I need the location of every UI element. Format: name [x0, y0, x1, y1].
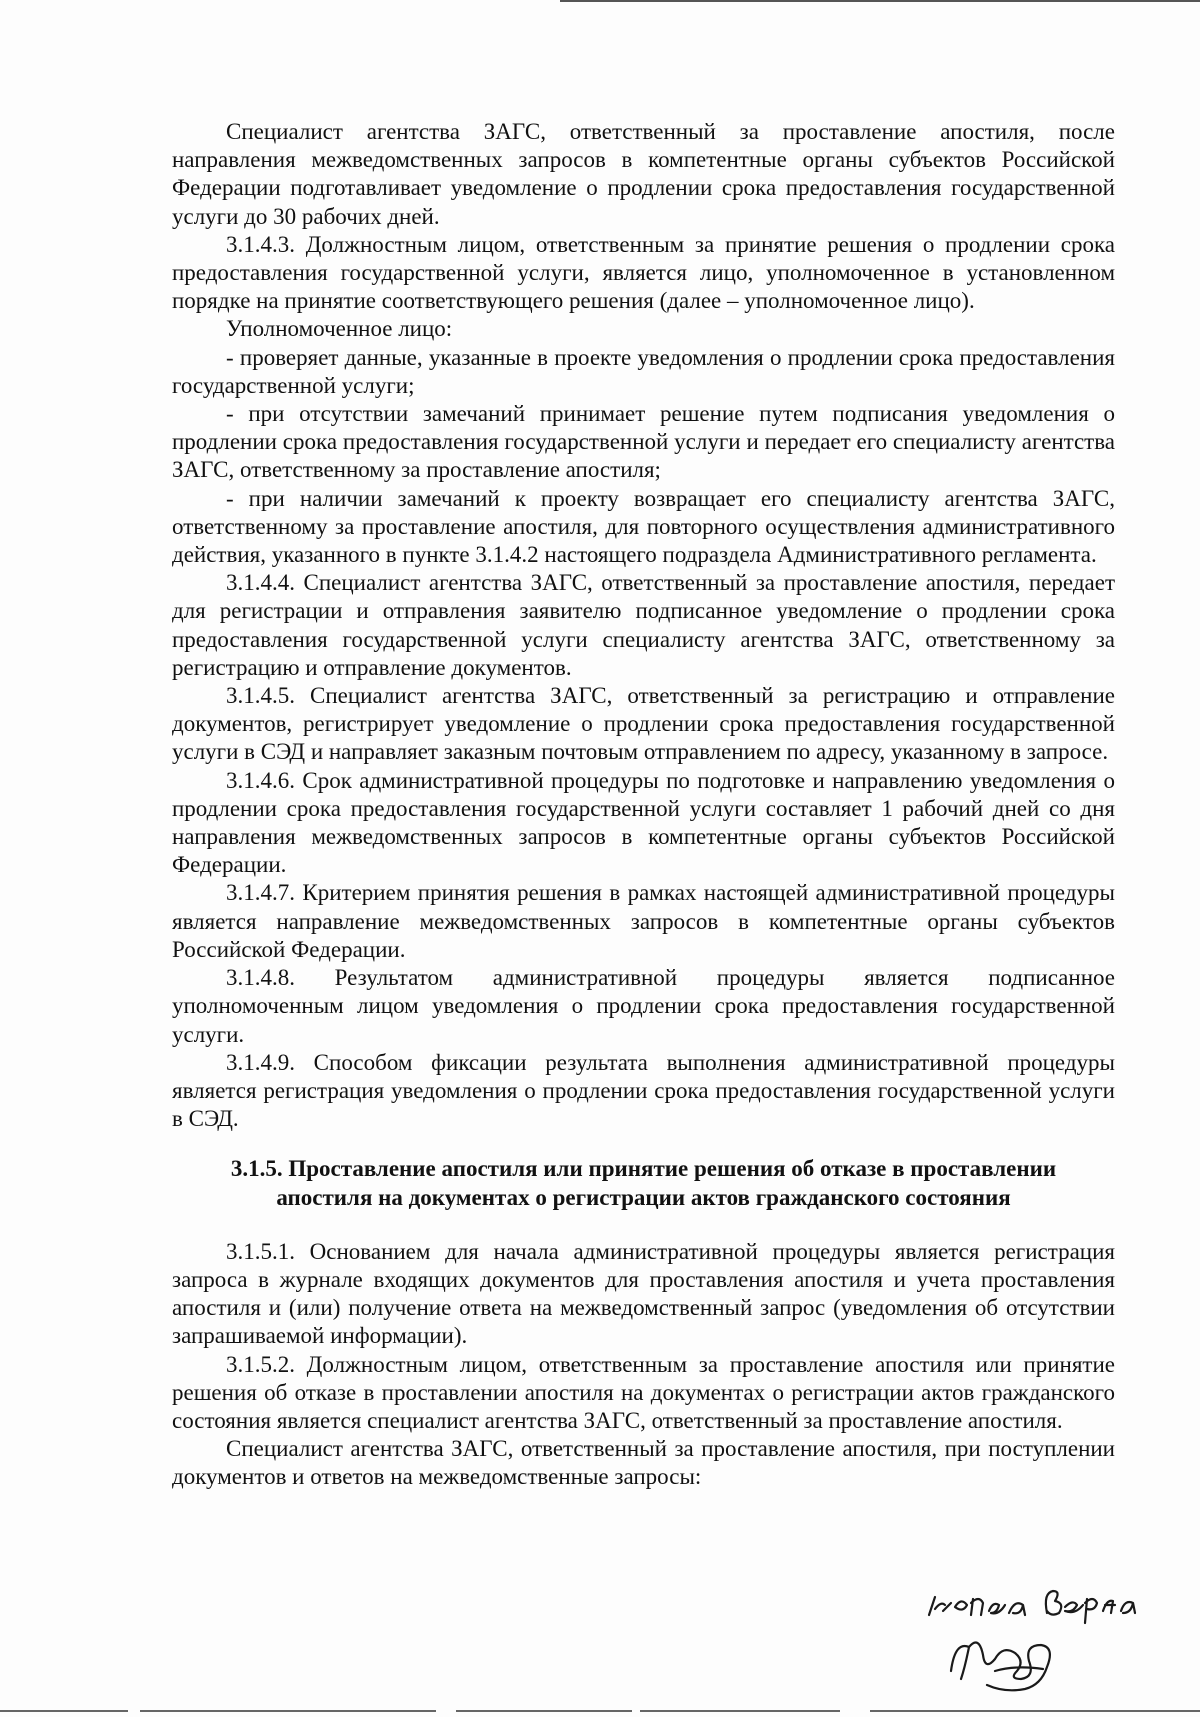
- paragraph: 3.1.4.9. Способом фиксации результата выполнения административной процедуры является регистрация уведомления о продлении срока предоставления государственной услуги в СЭД.: [172, 1049, 1115, 1132]
- top-border-line: [560, 0, 1200, 2]
- section-heading-line-2: апостиля на документах о регистрации актов гражданского состояния: [276, 1184, 1011, 1210]
- bottom-border-line: [640, 1710, 840, 1712]
- paragraph: Специалист агентства ЗАГС, ответственный за проставление апостиля, при поступлении документов и ответов на межведомственные запросы:: [172, 1436, 1115, 1490]
- list-item: - при отсутствии замечаний принимает решение путем подписания уведомления о продлении срока предоставления государственной услуги и передает его специалисту агентства ЗАГС, ответственному за проставление апостиля;: [172, 401, 1115, 483]
- bottom-border-line: [870, 1710, 1200, 1712]
- bottom-border-line: [140, 1710, 436, 1712]
- paragraph: 3.1.4.3. Должностным лицом, ответственным за принятие решения о продлении срока предоставления государственной услуги, является лицо, уполномоченное в установленном порядке на принятие соответствующего решения (далее – уполномоченное лицо).: [172, 231, 1115, 314]
- paragraph: Специалист агентства ЗАГС, ответственный за проставление апостиля, после направления межведомственных запросов в компетентные органы субъектов Российской Федерации подготавливает уведомление о продлении срока предоставления государственной услуги до 30 рабочих дней.: [172, 119, 1115, 229]
- paragraph: 3.1.4.7. Критерием принятия решения в рамках настоящей административной процедуры является направление межведомственных запросов в компетентные органы субъектов Российской Федерации.: [172, 880, 1115, 962]
- paragraph: 3.1.4.6. Срок административной процедуры по подготовке и направлению уведомления о продлении срока предоставления государственной услуги составляет 1 рабочий дней со дня направления межведомственных запросов в компетентные органы субъектов Российской Федерации.: [172, 767, 1115, 878]
- section-heading-line-1: 3.1.5. Проставление апостиля или принятие решения об отказе в проставлении: [230, 1156, 1057, 1182]
- handwritten-signature-icon: [925, 1575, 1185, 1695]
- bottom-border-line: [456, 1710, 632, 1712]
- bottom-border-line: [0, 1710, 128, 1712]
- paragraph: Уполномоченное лицо:: [226, 316, 453, 342]
- paragraph: 3.1.4.8. Результатом административной процедуры является подписанное уполномоченным лицом уведомления о продлении срока предоставления государственной услуги.: [172, 965, 1115, 1047]
- paragraph: 3.1.5.1. Основанием для начала административной процедуры является регистрация запроса в журнале входящих документов для проставления апостиля и учета проставления апостиля и (или) получение ответа на межведомственный запрос (уведомления об отсутствии запрашиваемой информации).: [172, 1238, 1115, 1349]
- list-item: - при наличии замечаний к проекту возвращает его специалисту агентства ЗАГС, ответственному за проставление апостиля, для повторного осуществления административного действия, указанного в пункте 3.1.4.2 настоящего подраздела Административного регламента.: [172, 485, 1115, 568]
- section-heading: [172, 1155, 1115, 1211]
- document-body: [172, 118, 1115, 1492]
- paragraph: 3.1.4.4. Специалист агентства ЗАГС, ответственный за проставление апостиля, передает для регистрации и отправления заявителю подписанное уведомление о продлении срока предоставления государственной услуги специалисту агентства ЗАГС, ответственному за регистрацию и отправление документов.: [172, 570, 1115, 680]
- paragraph: 3.1.5.2. Должностным лицом, ответственным за проставление апостиля или принятие решения об отказе в проставлении апостиля на документах о регистрации актов гражданского состояния является специалист агентства ЗАГС, ответственный за проставление апостиля.: [172, 1351, 1115, 1433]
- section-3-1-5: [172, 1238, 1115, 1492]
- paragraph: 3.1.4.5. Специалист агентства ЗАГС, ответственный за регистрацию и отправление документов, регистрирует уведомление о продлении срока предоставления государственной услуги в СЭД и направляет заказным почтовым отправлением по адресу, указанному в запросе.: [172, 683, 1115, 765]
- section-3-1-4-continued: [172, 118, 1115, 1133]
- list-item: - проверяет данные, указанные в проекте уведомления о продлении срока предоставления государственной услуги;: [172, 344, 1115, 398]
